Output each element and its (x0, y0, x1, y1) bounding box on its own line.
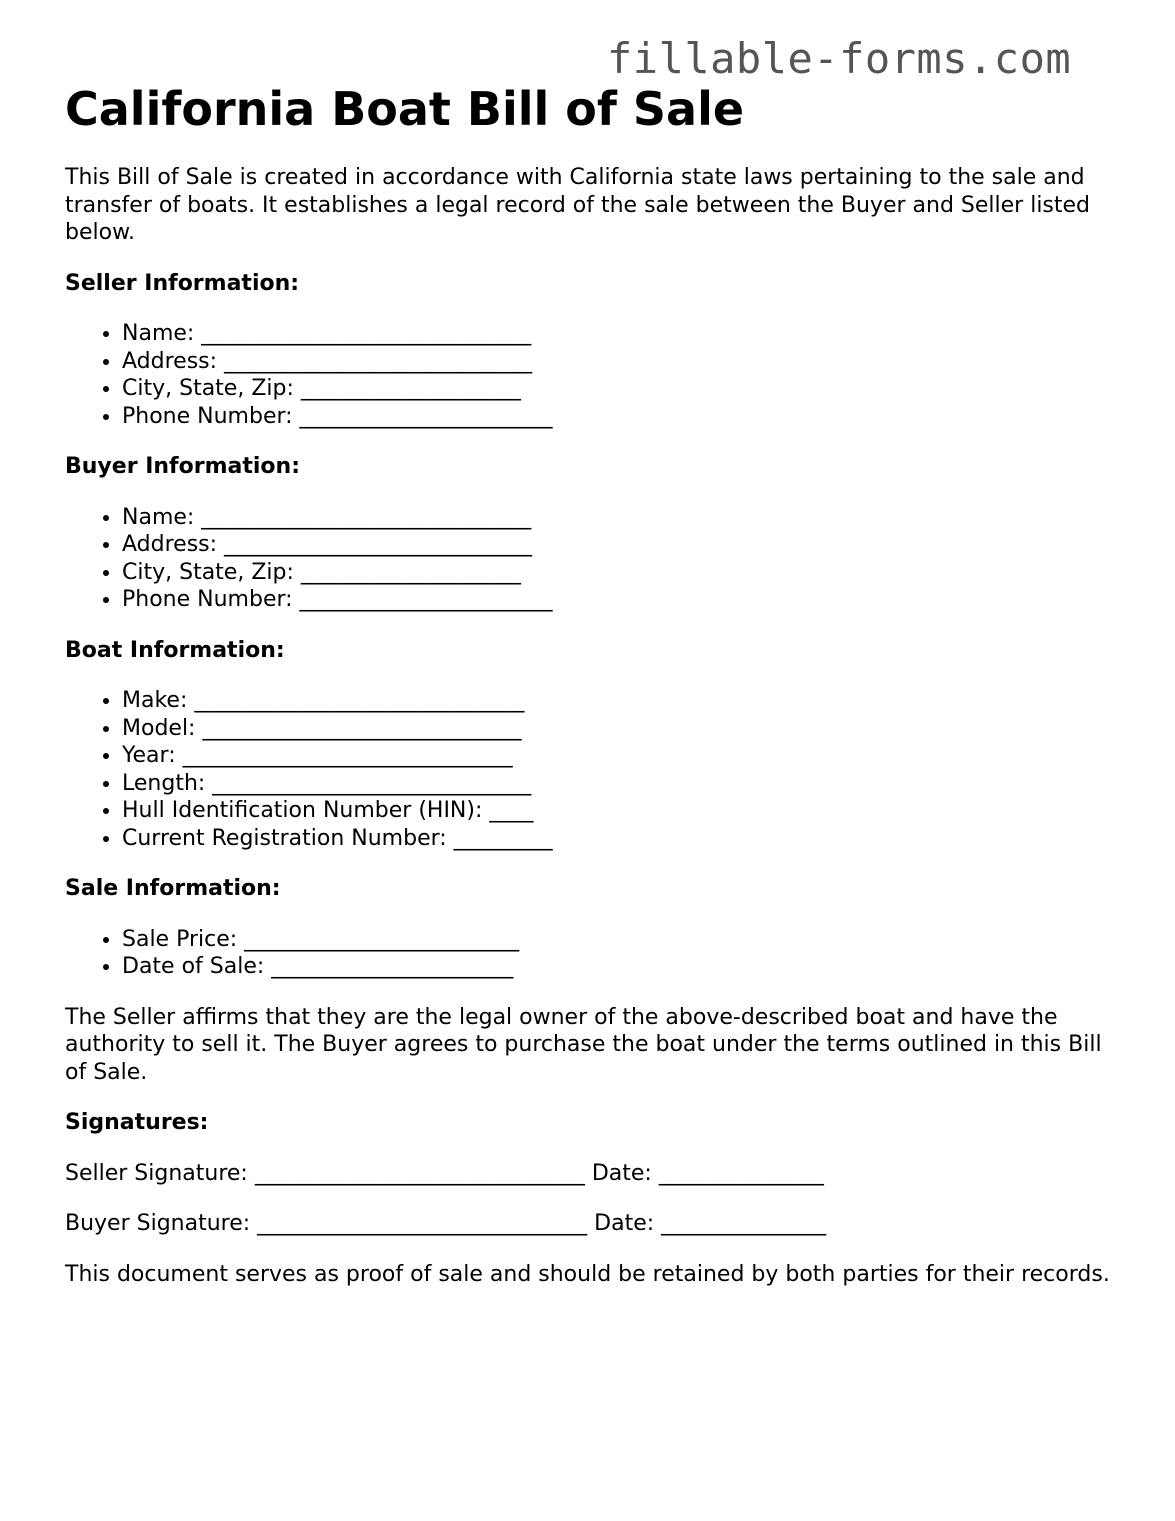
seller-section (65, 270, 1125, 431)
boat-hin-field[interactable]: • Hull Identification Number (HIN): ____ (122, 797, 1125, 825)
footer-paragraph: This document serves as proof of sale and should be retained by both parties for their records. (65, 1261, 1110, 1287)
sale-date-field[interactable]: • Date of Sale: ______________________ (122, 953, 1125, 981)
sale-price-field[interactable]: • Sale Price: _________________________ (122, 926, 1125, 954)
boat-list (65, 687, 1125, 852)
signatures-heading: Signatures: (65, 1110, 209, 1135)
boat-registration-field[interactable]: • Current Registration Number: _________ (122, 825, 1125, 853)
affirmation-paragraph: The Seller affirms that they are the legal owner of the above-described boat and have the authority to sell it. The Buyer agrees to purchase the boat under the terms outlined in this Bill of Sale. (65, 1004, 1102, 1085)
sale-heading: Sale Information: (65, 876, 281, 901)
seller-phone-field[interactable]: • Phone Number: _______________________ (122, 403, 1125, 431)
buyer-list (65, 504, 1125, 614)
buyer-phone-field[interactable]: • Phone Number: _______________________ (122, 586, 1125, 614)
watermark: fillable-forms.com (607, 34, 1072, 83)
buyer-city-state-zip-field[interactable]: • City, State, Zip: ____________________ (122, 559, 1125, 587)
sale-section (65, 875, 1125, 981)
seller-signature-line[interactable]: Seller Signature: ______________________________ Date: _______________ (65, 1160, 824, 1186)
seller-address-field[interactable]: • Address: ____________________________ (122, 348, 1125, 376)
boat-section (65, 637, 1125, 853)
buyer-name-field[interactable]: • Name: ______________________________ (122, 504, 1125, 532)
seller-heading: Seller Information: (65, 270, 300, 296)
boat-year-field[interactable]: • Year: ______________________________ (122, 742, 1125, 770)
boat-model-field[interactable]: • Model: _____________________________ (122, 715, 1125, 743)
boat-make-field[interactable]: • Make: ______________________________ (122, 687, 1125, 715)
boat-length-field[interactable]: • Length: _____________________________ (122, 770, 1125, 798)
buyer-heading: Buyer Information: (65, 454, 300, 479)
signatures-section (65, 1109, 1125, 1238)
boat-heading: Boat Information: (65, 637, 285, 663)
sale-list (65, 926, 1125, 981)
buyer-section (65, 453, 1125, 614)
seller-list (65, 320, 1125, 430)
intro-paragraph: This Bill of Sale is created in accordance with California state laws pertaining to the sale and transfer of boats. It establishes a legal record of the sale between the Buyer and Seller listed below. (65, 165, 1091, 245)
seller-name-field[interactable]: • Name: ______________________________ (122, 320, 1125, 348)
buyer-signature-line[interactable]: Buyer Signature: ______________________________ Date: _______________ (65, 1211, 827, 1236)
buyer-address-field[interactable]: • Address: ____________________________ (122, 531, 1125, 559)
document-body (65, 82, 1125, 1288)
seller-city-state-zip-field[interactable]: • City, State, Zip: ____________________ (122, 375, 1125, 403)
document-title: California Boat Bill of Sale (65, 82, 745, 136)
